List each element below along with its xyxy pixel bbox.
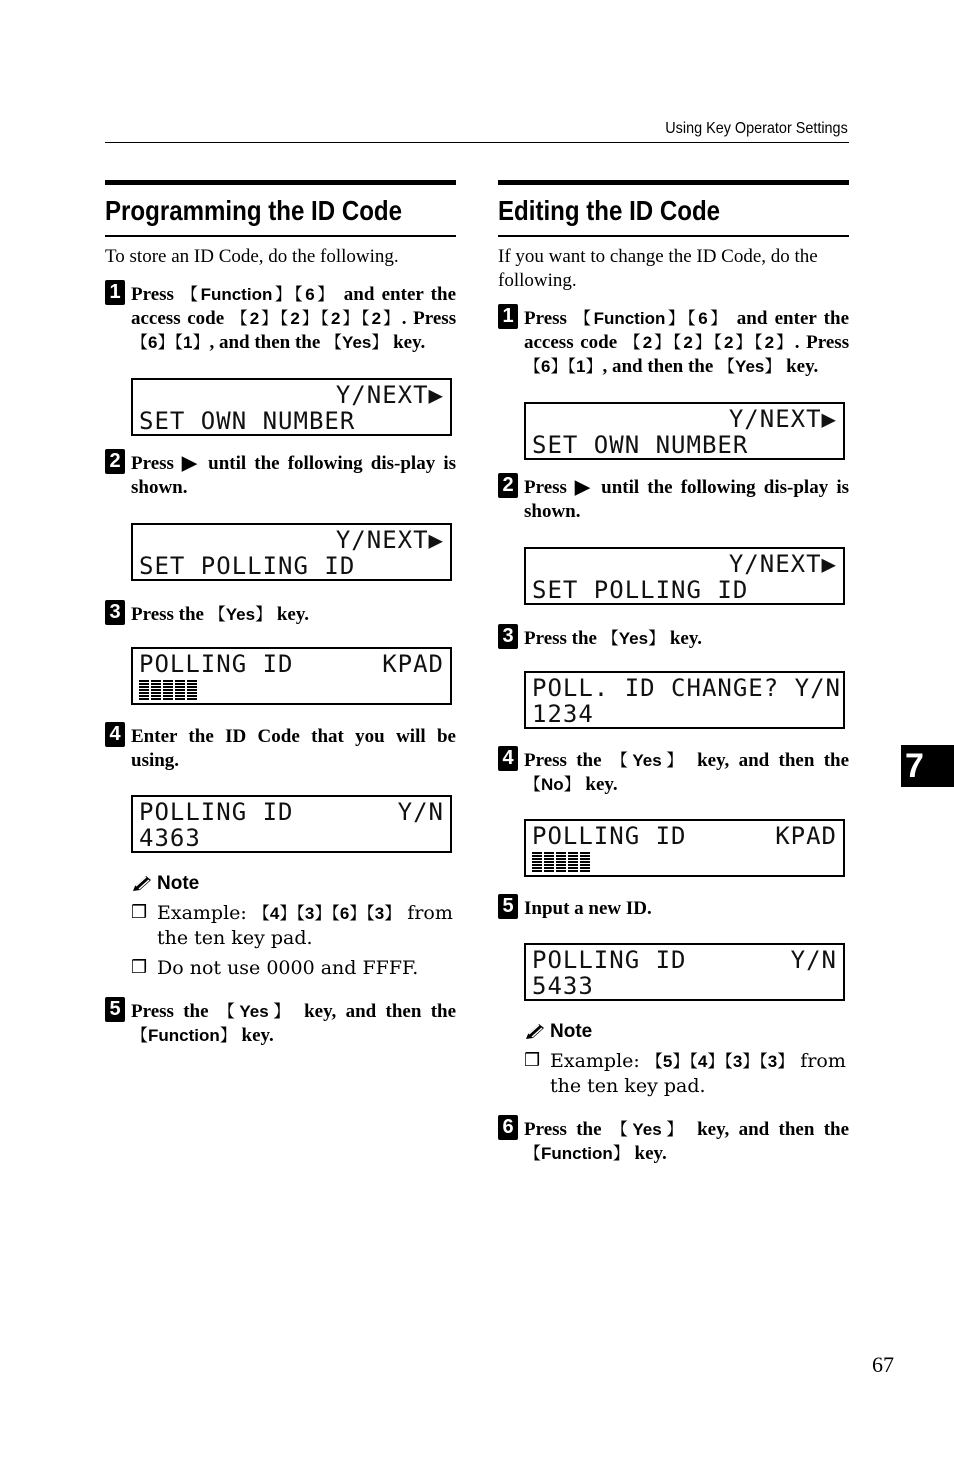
note-item: ❒ Do not use 0000 and FFFF. xyxy=(131,957,419,979)
step-text: Input a new ID. xyxy=(524,898,652,919)
step-2 xyxy=(105,452,456,500)
step-text: Press the 【 Yes 】 key, and then the 【 No 】 key. xyxy=(524,749,849,797)
note-item: ❒ Example: 【 4 】【 3 】【 6 】【 3 】 from the ten key pad. xyxy=(131,901,456,950)
step-text: Press 【 Function 】【 6 】 and enter the access code 【 2 】【 2 】【 2 】【 2 】 . Press 【 6 】【 1 】 , and then the 【 Yes 】 key. xyxy=(131,283,456,355)
section-title: Editing the ID Code xyxy=(498,195,721,226)
function-key: 【 Function 】 xyxy=(181,285,294,304)
step-1 xyxy=(498,307,849,379)
step-text: Press the 【 Yes 】 key, and then the 【 Function 】 key. xyxy=(524,1118,849,1166)
step-3 xyxy=(105,603,456,627)
step-number: 4 xyxy=(498,746,518,771)
yes-key: 【 Yes 】 xyxy=(325,333,388,352)
left-column xyxy=(105,180,456,1048)
lcd-display: POLL. ID CHANGE? Y/N 1234 xyxy=(524,671,845,729)
no-key: 【 No 】 xyxy=(524,775,581,794)
lcd-display: POLLING ID KPAD xyxy=(524,819,845,877)
lcd-display: Y/NEXT▶ SET OWN NUMBER xyxy=(131,378,452,436)
intro-text: If you want to change the ID Code, do the following. xyxy=(498,246,818,291)
cursor-blocks-icon xyxy=(532,852,592,872)
step-text: Press ▶ until the following dis-play is shown. xyxy=(524,477,850,522)
right-column xyxy=(498,180,849,1166)
step-number: 5 xyxy=(498,894,518,919)
section-heading xyxy=(498,180,849,237)
step-2 xyxy=(498,476,849,524)
note xyxy=(131,873,456,980)
step-6 xyxy=(498,1118,849,1166)
step-text: Press 【 Function 】【 6 】 and enter the access code 【 2 】【 2 】【 2 】【 2 】 . Press 【 6 】【 1 】 , and then the 【 Yes 】 key. xyxy=(524,307,849,379)
note-title: Note xyxy=(524,1021,849,1043)
lcd-display: Y/NEXT▶ SET POLLING ID xyxy=(524,547,845,605)
note-item: ❒ Example: 【 5 】【 4 】【 3 】【 3 】 from the ten key pad. xyxy=(524,1049,849,1098)
step-text: Press the 【 Yes 】 key, and then the 【 Function 】 key. xyxy=(131,1000,456,1048)
step-number: 1 xyxy=(498,304,518,329)
lcd-display: Y/NEXT▶ SET OWN NUMBER xyxy=(524,402,845,460)
pencil-icon xyxy=(524,1023,546,1041)
step-number: 4 xyxy=(105,722,125,747)
step-5 xyxy=(498,897,849,921)
section-title: Programming the ID Code xyxy=(105,195,403,226)
section-heading xyxy=(105,180,456,237)
lcd-display: Y/NEXT▶ SET POLLING ID xyxy=(131,523,452,581)
note xyxy=(524,1021,849,1098)
step-text: Press ▶ until the following dis-play is shown. xyxy=(131,453,457,498)
header-rule xyxy=(105,142,849,143)
step-number: 2 xyxy=(498,473,518,498)
checkbox-icon: ❒ xyxy=(524,1050,541,1071)
step-text: Enter the ID Code that you will be using. xyxy=(131,726,456,771)
running-header: Using Key Operator Settings xyxy=(665,120,848,137)
step-number: 1 xyxy=(105,280,125,305)
lcd-display: POLLING ID Y/N 4363 xyxy=(131,795,452,853)
intro-text: To store an ID Code, do the following. xyxy=(105,246,399,267)
step-4 xyxy=(105,725,456,773)
step-number: 3 xyxy=(498,624,518,649)
step-text: Press the 【 Yes 】 key. xyxy=(131,603,309,627)
step-number: 2 xyxy=(105,449,125,474)
cursor-blocks-icon xyxy=(139,680,199,700)
step-number: 3 xyxy=(105,600,125,625)
step-number: 5 xyxy=(105,997,125,1022)
step-3 xyxy=(498,627,849,651)
page-number: 67 xyxy=(872,1352,894,1377)
step-number: 6 xyxy=(498,1115,518,1140)
pencil-icon xyxy=(131,875,153,893)
lcd-display: POLLING ID Y/N 5433 xyxy=(524,943,845,1001)
step-4 xyxy=(498,749,849,797)
right-arrow-icon: ▶ xyxy=(575,477,594,498)
chapter-tab: 7 xyxy=(901,745,954,787)
right-arrow-icon: ▶ xyxy=(182,453,201,474)
note-title: Note xyxy=(131,873,456,895)
checkbox-icon: ❒ xyxy=(131,957,148,978)
checkbox-icon: ❒ xyxy=(131,902,148,923)
lcd-display: POLLING ID KPAD xyxy=(131,647,452,705)
step-1 xyxy=(105,283,456,355)
step-text: Press the 【 Yes 】 key. xyxy=(524,627,702,651)
step-5 xyxy=(105,1000,456,1048)
